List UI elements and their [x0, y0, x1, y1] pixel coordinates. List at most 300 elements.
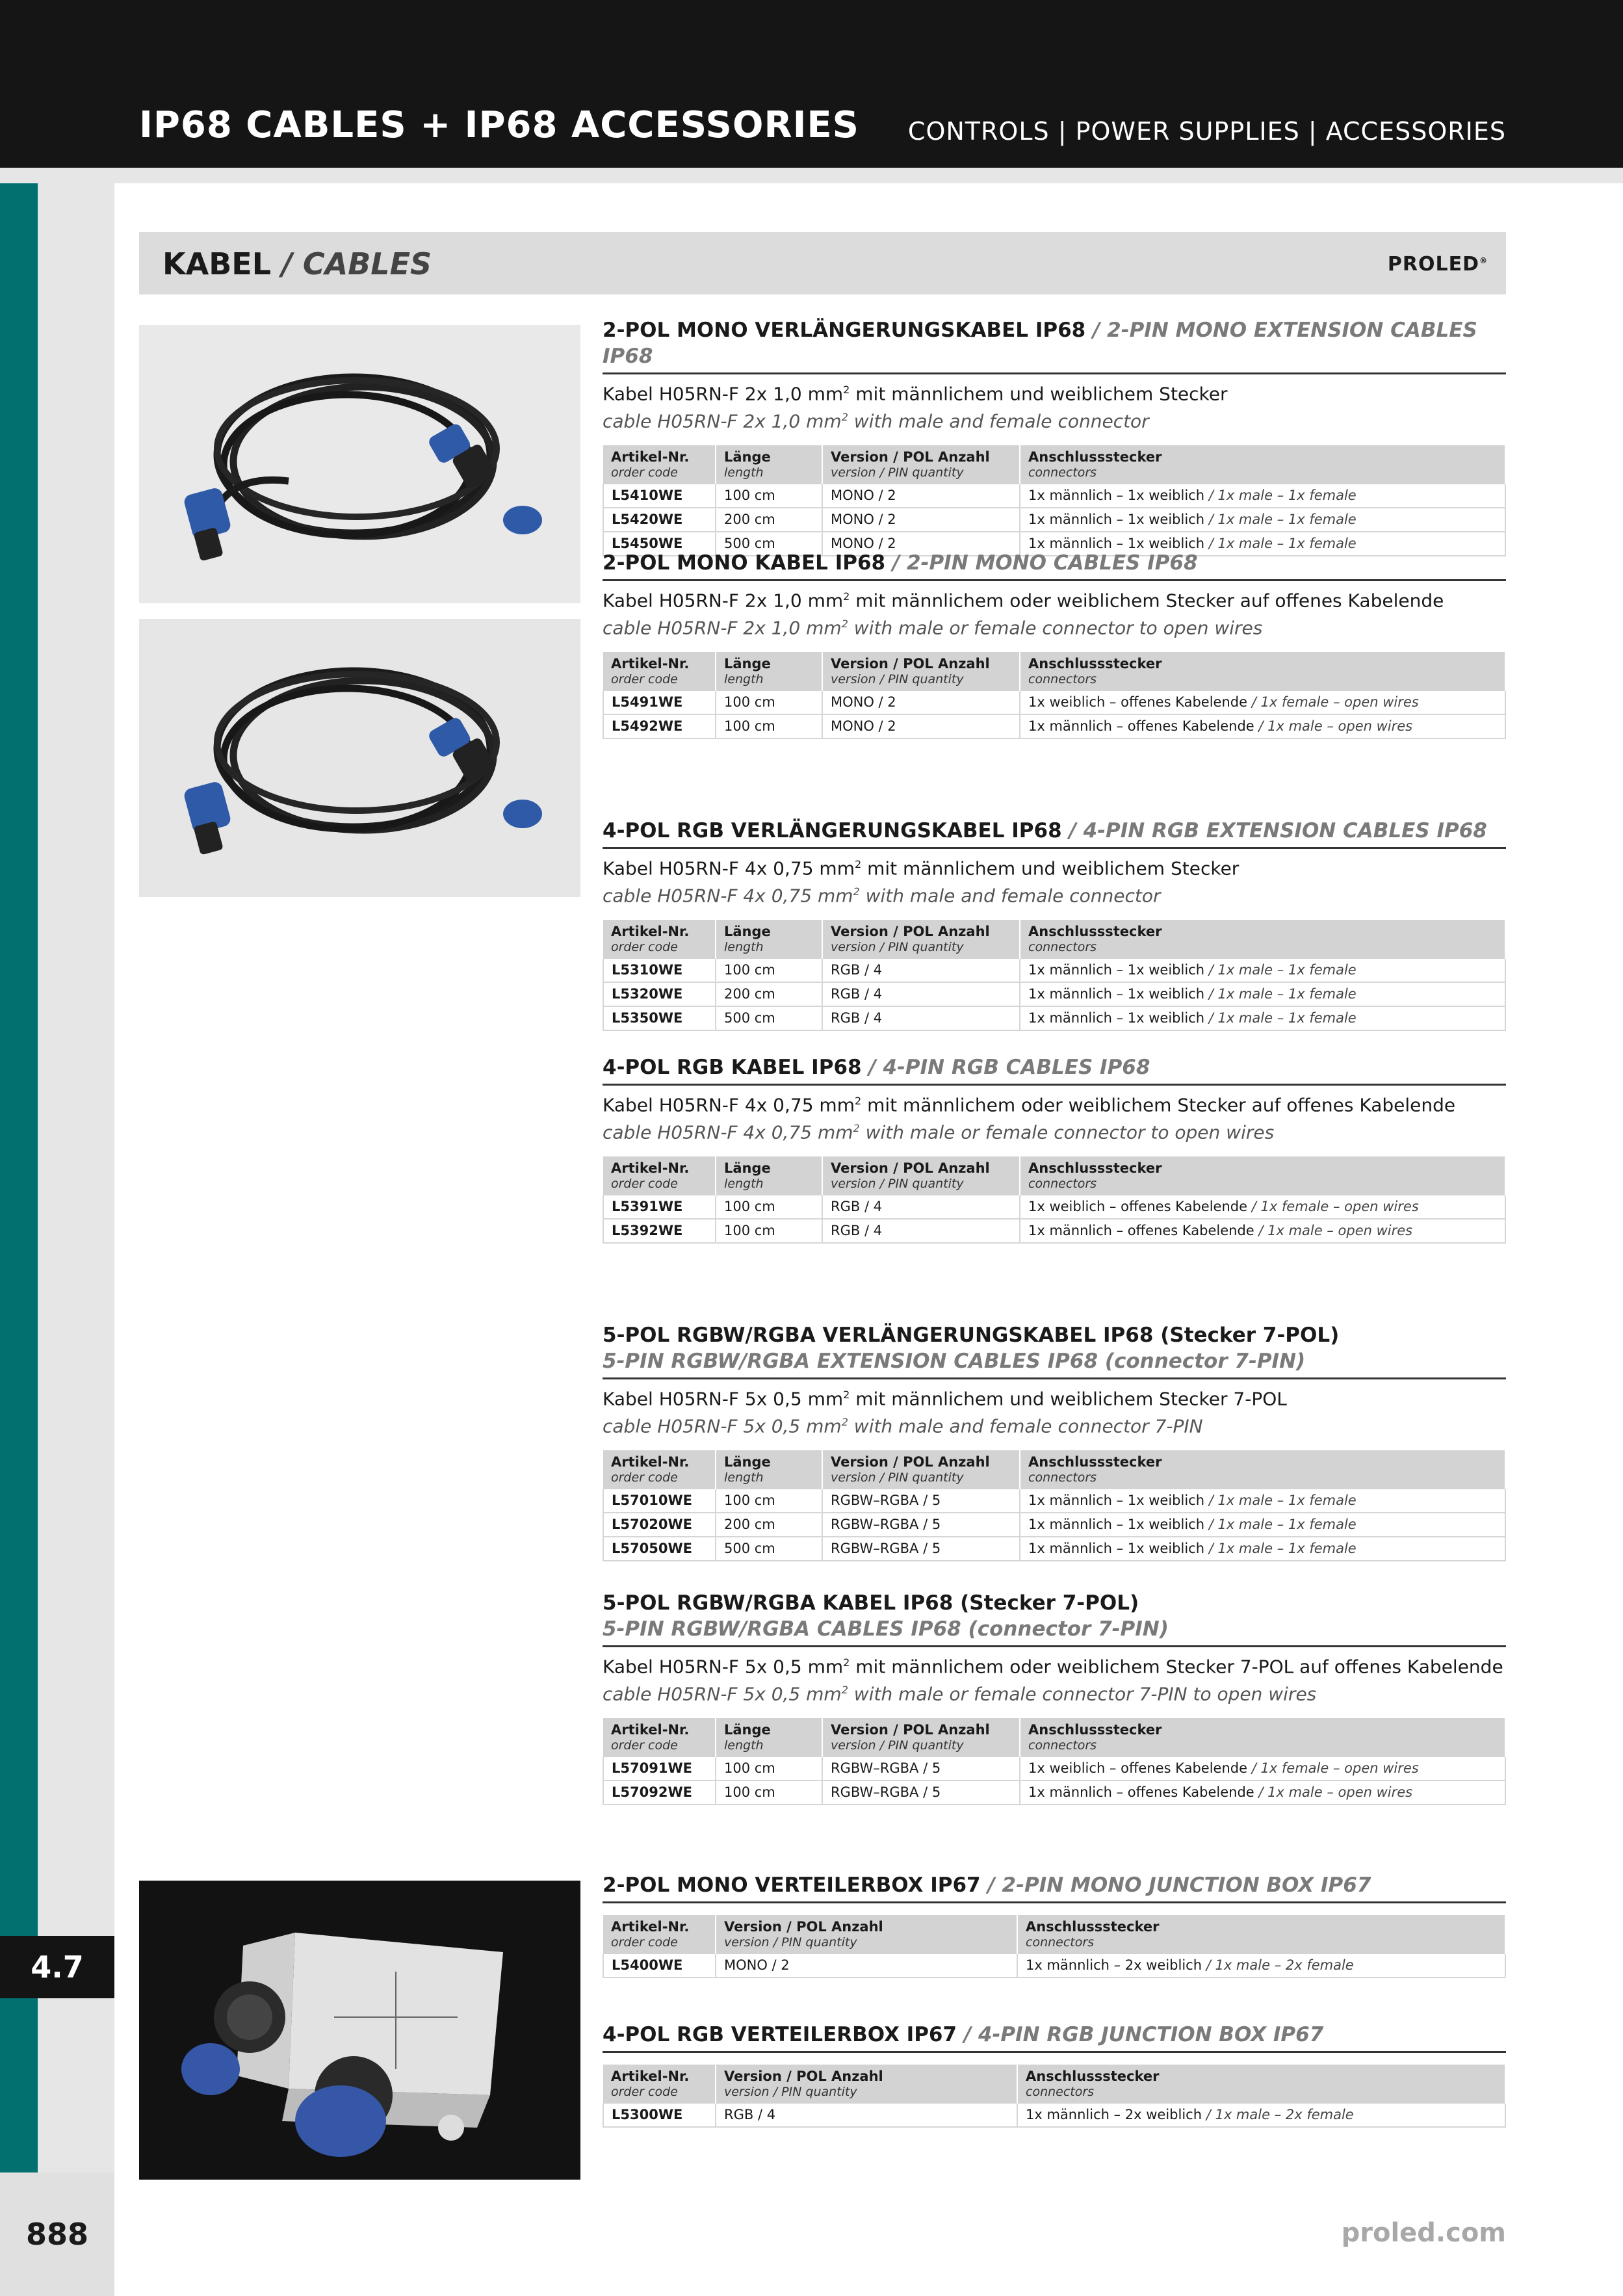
cell-connectors: [1020, 1489, 1505, 1513]
col-label-en: order code: [611, 465, 678, 480]
product-title-de: 5-POL RGBW/RGBA KABEL IP68 (Stecker 7-POL): [603, 1591, 1139, 1615]
conn-de: 1x weiblich – offenes Kabelende: [1028, 1198, 1248, 1214]
table-row: [603, 1219, 1505, 1243]
col-label: Version / POL Anzahl: [724, 1919, 883, 1935]
col-label: Version / POL Anzahl: [831, 1160, 990, 1176]
conn-en: / 1x male – 1x female: [1208, 961, 1357, 978]
superscript: 2: [843, 590, 850, 603]
col-label: Artikel-Nr.: [611, 1454, 690, 1470]
col-version: [822, 652, 1020, 691]
desc-text: with male and female connector: [859, 885, 1161, 907]
product-photo-mono-extension-cable: [139, 325, 580, 603]
product-block-mono-extension: [603, 317, 1506, 556]
product-description-de: [603, 853, 1506, 880]
superscript: 2: [843, 1656, 850, 1669]
cell-connectors: [1020, 1006, 1505, 1030]
product-description-en: [603, 406, 1506, 433]
col-label-en: order code: [611, 2085, 678, 2099]
cell-connectors: [1017, 1954, 1505, 1977]
spec-table: [603, 2065, 1506, 2128]
cell-code: L5392WE: [603, 1219, 716, 1243]
col-label-en: version / PIN quantity: [831, 1176, 964, 1191]
conn-en: / 1x male – 1x female: [1208, 1010, 1357, 1026]
col-label: Artikel-Nr.: [611, 655, 690, 672]
col-label-en: order code: [611, 672, 678, 686]
col-label-en: connectors: [1028, 1738, 1097, 1753]
table-row: [603, 1513, 1505, 1537]
header-divider: [0, 168, 1623, 183]
desc-text: cable H05RN-F 4x 0,75 mm: [603, 885, 853, 907]
spec-table: [603, 920, 1506, 1031]
col-label-en: version / PIN quantity: [831, 465, 964, 480]
col-code: [603, 1718, 716, 1757]
conn-de: 1x männlich – 1x weiblich: [1028, 1010, 1205, 1026]
cell-length: 100 cm: [716, 484, 822, 508]
page-number: 888: [25, 2217, 89, 2252]
product-title-en: 5-PIN RGBW/RGBA EXTENSION CABLES IP68 (connector 7-PIN): [603, 1350, 1306, 1373]
product-photo-junction-box: [139, 1881, 580, 2180]
product-block-rgb-junction-box: [603, 2022, 1506, 2128]
col-connectors: [1020, 652, 1505, 691]
product-title-de: 2-POL MONO VERTEILERBOX IP67: [603, 1873, 981, 1897]
desc-text: cable H05RN-F 2x 1,0 mm: [603, 617, 842, 639]
desc-text: cable H05RN-F 5x 0,5 mm: [603, 1683, 842, 1705]
cell-connectors: [1020, 1195, 1505, 1219]
col-label: Version / POL Anzahl: [831, 1721, 990, 1738]
conn-de: 1x weiblich – offenes Kabelende: [1028, 1760, 1248, 1776]
conn-en: / 1x female – open wires: [1251, 1198, 1419, 1214]
product-title: [603, 1322, 1506, 1379]
conn-en: / 1x female – open wires: [1251, 694, 1419, 710]
desc-text: Kabel H05RN-F 5x 0,5 mm: [603, 1656, 844, 1678]
conn-de: 1x männlich – offenes Kabelende: [1028, 1784, 1254, 1800]
col-label-en: order code: [611, 1935, 678, 1950]
cell-code: L57092WE: [603, 1781, 716, 1805]
superscript: 2: [841, 411, 848, 424]
table-row: [603, 714, 1505, 738]
chapter-tab: 4.7: [0, 1936, 114, 1998]
col-version: [822, 445, 1020, 484]
conn-en: / 1x female – open wires: [1251, 1760, 1419, 1776]
cell-connectors: [1020, 1781, 1505, 1805]
cell-code: L5410WE: [603, 484, 716, 508]
col-label: Artikel-Nr.: [611, 1721, 690, 1738]
product-block-mono-cable: [603, 550, 1506, 739]
col-code: [603, 1156, 716, 1195]
cell-version: RGB / 4: [822, 982, 1020, 1006]
table-row: [603, 1537, 1505, 1561]
product-description-en: [603, 612, 1506, 640]
product-title-de: 4-POL RGB KABEL IP68: [603, 1056, 862, 1079]
cell-code: L5320WE: [603, 982, 716, 1006]
col-connectors: [1020, 920, 1505, 959]
junction-box-image: [139, 1881, 580, 2180]
desc-text: cable H05RN-F 4x 0,75 mm: [603, 1121, 853, 1143]
col-label-en: connectors: [1028, 939, 1097, 954]
product-title-en: / 4-PIN RGB EXTENSION CABLES IP68: [1069, 819, 1487, 842]
superscript: 2: [854, 858, 862, 870]
col-label-en: connectors: [1026, 2085, 1095, 2099]
spec-table: [603, 1156, 1506, 1244]
desc-text: mit männlichem und weiblichem Stecker 7-POL: [850, 1388, 1287, 1410]
cell-connectors: [1020, 714, 1505, 738]
product-title: [603, 1054, 1506, 1086]
col-label-en: length: [724, 1176, 764, 1191]
conn-en: / 1x male – 1x female: [1208, 1540, 1357, 1556]
table-header: [603, 1915, 1505, 1954]
table-row: [603, 691, 1505, 714]
col-label: Version / POL Anzahl: [831, 923, 990, 939]
col-label: Anschlussstecker: [1026, 2068, 1160, 2084]
col-label: Anschlussstecker: [1028, 923, 1162, 939]
product-title-de: 2-POL MONO VERLÄNGERUNGSKABEL IP68: [603, 319, 1086, 342]
spec-table: [603, 652, 1506, 739]
cell-code: L5310WE: [603, 959, 716, 982]
cell-version: RGB / 4: [822, 1195, 1020, 1219]
cell-length: 100 cm: [716, 1489, 822, 1513]
product-title-en: / 2-PIN MONO EXTENSION CABLES IP68: [603, 319, 1477, 368]
col-label: Länge: [724, 1160, 771, 1176]
col-version: [716, 2065, 1017, 2104]
product-description-en: [603, 1411, 1506, 1438]
superscript: 2: [854, 1095, 862, 1107]
conn-de: 1x männlich – 1x weiblich: [1028, 1492, 1205, 1508]
product-title-de: 2-POL MONO KABEL IP68: [603, 551, 886, 575]
desc-text: with male or female connector to open wires: [859, 1121, 1275, 1143]
table-header: [603, 920, 1505, 959]
desc-text: Kabel H05RN-F 2x 1,0 mm: [603, 383, 844, 405]
col-length: [716, 920, 822, 959]
desc-text: cable H05RN-F 2x 1,0 mm: [603, 410, 842, 432]
desc-text: mit männlichem oder weiblichem Stecker 7-POL auf offenes Kabelende: [850, 1656, 1503, 1678]
conn-de: 1x männlich – offenes Kabelende: [1028, 718, 1254, 734]
table-row: [603, 1954, 1505, 1977]
cell-code: L5300WE: [603, 2104, 716, 2127]
cell-version: RGB / 4: [822, 1006, 1020, 1030]
product-title: [603, 1590, 1506, 1647]
col-label: Länge: [724, 1721, 771, 1738]
col-length: [716, 1156, 822, 1195]
cell-version: RGB / 4: [716, 2104, 1017, 2127]
table-header: [603, 1156, 1505, 1195]
superscript: 2: [843, 1389, 850, 1401]
col-version: [716, 1915, 1017, 1954]
col-length: [716, 1718, 822, 1757]
product-title-en: / 4-PIN RGB JUNCTION BOX IP67: [963, 2023, 1324, 2046]
cell-code: L57091WE: [603, 1757, 716, 1781]
conn-de: 1x männlich – 1x weiblich: [1028, 1516, 1205, 1532]
section-title-de: KABEL: [162, 246, 272, 281]
col-length: [716, 1450, 822, 1489]
table-header: [603, 445, 1505, 484]
superscript: 2: [841, 1416, 848, 1429]
col-label-en: connectors: [1028, 465, 1097, 480]
product-title-de: 4-POL RGB VERLÄNGERUNGSKABEL IP68: [603, 819, 1062, 842]
cell-version: RGBW–RGBA / 5: [822, 1537, 1020, 1561]
col-length: [716, 652, 822, 691]
cell-code: L5491WE: [603, 691, 716, 714]
table-header: [603, 1450, 1505, 1489]
col-label-en: length: [724, 465, 764, 480]
sidebar-margin: [38, 183, 114, 2172]
table-row: [603, 982, 1505, 1006]
cell-code: L57010WE: [603, 1489, 716, 1513]
table-row: [603, 484, 1505, 508]
desc-text: Kabel H05RN-F 5x 0,5 mm: [603, 1388, 844, 1410]
product-title: [603, 2022, 1506, 2053]
col-label-en: length: [724, 1738, 764, 1753]
cell-connectors: [1020, 1219, 1505, 1243]
cell-length: 200 cm: [716, 508, 822, 532]
brand-logo-text: PROLED: [1387, 253, 1479, 276]
conn-de: 1x männlich – 2x weiblich: [1026, 2107, 1202, 2122]
conn-de: 1x männlich – 2x weiblich: [1026, 1957, 1202, 1973]
col-version: [822, 1450, 1020, 1489]
col-version: [822, 1718, 1020, 1757]
table-row: [603, 959, 1505, 982]
col-code: [603, 1450, 716, 1489]
conn-en: / 1x male – 1x female: [1208, 535, 1357, 551]
col-code: [603, 1915, 716, 1954]
col-label-en: version / PIN quantity: [831, 672, 964, 686]
col-label-en: order code: [611, 1470, 678, 1485]
desc-text: mit männlichem oder weiblichem Stecker auf offenes Kabelende: [850, 590, 1444, 612]
col-label-en: order code: [611, 1176, 678, 1191]
col-code: [603, 652, 716, 691]
col-label: Länge: [724, 655, 771, 672]
desc-text: Kabel H05RN-F 2x 1,0 mm: [603, 590, 844, 612]
spec-table: [603, 1718, 1506, 1805]
cell-length: 500 cm: [716, 1537, 822, 1561]
cell-length: 100 cm: [716, 959, 822, 982]
section-title-en: CABLES: [302, 246, 432, 281]
page-title: IP68 CABLES + IP68 ACCESSORIES: [139, 104, 859, 146]
header-category-nav: CONTROLS | POWER SUPPLIES | ACCESSORIES: [907, 117, 1506, 146]
col-code: [603, 445, 716, 484]
page-header: [0, 0, 1623, 168]
product-description-de: [603, 585, 1506, 612]
cell-version: MONO / 2: [822, 691, 1020, 714]
conn-en: / 1x male – 1x female: [1208, 985, 1357, 1002]
superscript: 2: [853, 1122, 860, 1135]
product-description-en: [603, 880, 1506, 907]
col-connectors: [1020, 1450, 1505, 1489]
product-title-en: / 2-PIN MONO CABLES IP68: [892, 551, 1198, 575]
conn-en: / 1x male – open wires: [1258, 1784, 1413, 1800]
product-description-de: [603, 378, 1506, 406]
desc-text: with male and female connector 7-PIN: [848, 1415, 1203, 1437]
col-label-en: version / PIN quantity: [831, 1470, 964, 1485]
cell-length: 100 cm: [716, 1195, 822, 1219]
cell-length: 200 cm: [716, 982, 822, 1006]
conn-de: 1x männlich – 1x weiblich: [1028, 985, 1205, 1002]
col-label: Version / POL Anzahl: [724, 2068, 883, 2084]
conn-de: 1x männlich – 1x weiblich: [1028, 511, 1205, 527]
product-description-de: [603, 1383, 1506, 1411]
conn-de: 1x männlich – offenes Kabelende: [1028, 1222, 1254, 1238]
section-header: [139, 232, 1506, 294]
cell-length: 500 cm: [716, 1006, 822, 1030]
col-label-en: connectors: [1026, 1935, 1095, 1950]
conn-en: / 1x male – 2x female: [1206, 2107, 1354, 2122]
section-title-separator: /: [281, 246, 292, 281]
spec-table: [603, 1915, 1506, 1978]
col-connectors: [1017, 1915, 1505, 1954]
cell-version: RGBW–RGBA / 5: [822, 1489, 1020, 1513]
superscript: 2: [841, 618, 848, 631]
cell-version: RGBW–RGBA / 5: [822, 1513, 1020, 1537]
product-title: [603, 818, 1506, 849]
product-title-de: 5-POL RGBW/RGBA VERLÄNGERUNGSKABEL IP68 (Stecker 7-POL): [603, 1324, 1340, 1347]
col-label: Version / POL Anzahl: [831, 449, 990, 465]
spec-table: [603, 1450, 1506, 1561]
product-block-rgb-cable: [603, 1054, 1506, 1244]
product-title-de: 4-POL RGB VERTEILERBOX IP67: [603, 2023, 957, 2046]
product-title: [603, 317, 1506, 374]
cell-version: RGB / 4: [822, 959, 1020, 982]
table-row: [603, 508, 1505, 532]
cell-connectors: [1020, 484, 1505, 508]
product-title-en: 5-PIN RGBW/RGBA CABLES IP68 (connector 7-PIN): [603, 1617, 1169, 1641]
superscript: 2: [853, 885, 860, 898]
conn-de: 1x weiblich – offenes Kabelende: [1028, 694, 1248, 710]
col-version: [822, 1156, 1020, 1195]
product-block-mono-junction-box: [603, 1872, 1506, 1978]
table-row: [603, 2104, 1505, 2127]
col-version: [822, 920, 1020, 959]
cell-connectors: [1020, 959, 1505, 982]
cell-connectors: [1020, 982, 1505, 1006]
cell-connectors: [1020, 1513, 1505, 1537]
col-label: Artikel-Nr.: [611, 923, 690, 939]
col-label: Länge: [724, 1454, 771, 1470]
col-label: Artikel-Nr.: [611, 2068, 690, 2084]
cell-connectors: [1020, 691, 1505, 714]
col-label: Version / POL Anzahl: [831, 1454, 990, 1470]
col-label: Artikel-Nr.: [611, 449, 690, 465]
col-label: Artikel-Nr.: [611, 1160, 690, 1176]
table-row: [603, 1006, 1505, 1030]
brand-logo: PROLED®: [1387, 253, 1488, 276]
cell-code: L5391WE: [603, 1195, 716, 1219]
col-label: Länge: [724, 923, 771, 939]
table-row: [603, 1757, 1505, 1781]
cell-connectors: [1017, 2104, 1505, 2127]
product-block-rgb-extension: [603, 818, 1506, 1031]
footer-brand-url: proled.com: [1341, 2218, 1506, 2248]
col-label-en: length: [724, 939, 764, 954]
conn-en: / 1x male – 1x female: [1208, 1516, 1357, 1532]
col-label: Anschlussstecker: [1026, 1919, 1160, 1935]
col-code: [603, 920, 716, 959]
col-label: Anschlussstecker: [1028, 1721, 1162, 1738]
conn-de: 1x männlich – 1x weiblich: [1028, 535, 1205, 551]
desc-text: Kabel H05RN-F 4x 0,75 mm: [603, 857, 855, 880]
cell-connectors: [1020, 1537, 1505, 1561]
conn-en: / 1x male – open wires: [1258, 718, 1413, 734]
col-label: Länge: [724, 449, 771, 465]
table-header: [603, 652, 1505, 691]
conn-en: / 1x male – 1x female: [1208, 511, 1357, 527]
table-row: [603, 1781, 1505, 1805]
col-label: Anschlussstecker: [1028, 1160, 1162, 1176]
desc-text: with male or female connector to open wires: [848, 617, 1263, 639]
cell-version: MONO / 2: [822, 508, 1020, 532]
cell-code: L5492WE: [603, 714, 716, 738]
col-label: Anschlussstecker: [1028, 449, 1162, 465]
sidebar-accent: [0, 183, 38, 2172]
col-connectors: [1020, 1718, 1505, 1757]
product-description-de: [603, 1651, 1506, 1678]
cell-length: 100 cm: [716, 1757, 822, 1781]
conn-de: 1x männlich – 1x weiblich: [1028, 1540, 1205, 1556]
product-title: [603, 550, 1506, 581]
col-label-en: connectors: [1028, 672, 1097, 686]
desc-text: mit männlichem oder weiblichem Stecker auf offenes Kabelende: [861, 1094, 1456, 1116]
cell-version: MONO / 2: [822, 532, 1020, 556]
product-title: [603, 1872, 1506, 1903]
col-code: [603, 2065, 716, 2104]
col-label-en: version / PIN quantity: [831, 939, 964, 954]
col-label: Anschlussstecker: [1028, 655, 1162, 672]
cell-version: RGB / 4: [822, 1219, 1020, 1243]
cell-length: 100 cm: [716, 691, 822, 714]
desc-text: with male and female connector: [848, 410, 1149, 432]
col-label-en: length: [724, 672, 764, 686]
product-description-en: [603, 1678, 1506, 1706]
col-connectors: [1020, 1156, 1505, 1195]
product-title-en: / 2-PIN MONO JUNCTION BOX IP67: [987, 1873, 1371, 1897]
cell-version: RGBW–RGBA / 5: [822, 1781, 1020, 1805]
cell-length: 500 cm: [716, 532, 822, 556]
desc-text: mit männlichem und weiblichem Stecker: [850, 383, 1228, 405]
product-photo-mono-cable: [139, 619, 580, 897]
cell-code: L57050WE: [603, 1537, 716, 1561]
col-label-en: version / PIN quantity: [724, 2085, 857, 2099]
col-label: Version / POL Anzahl: [831, 655, 990, 672]
cell-connectors: [1020, 1757, 1505, 1781]
cell-version: MONO / 2: [716, 1954, 1017, 1977]
cell-code: L5450WE: [603, 532, 716, 556]
col-label-en: length: [724, 1470, 764, 1485]
cell-length: 100 cm: [716, 1781, 822, 1805]
desc-text: cable H05RN-F 5x 0,5 mm: [603, 1415, 842, 1437]
conn-de: 1x männlich – 1x weiblich: [1028, 487, 1205, 503]
desc-text: mit männlichem und weiblichem Stecker: [861, 857, 1240, 880]
conn-en: / 1x male – 1x female: [1208, 1492, 1357, 1508]
cell-length: 100 cm: [716, 714, 822, 738]
cell-connectors: [1020, 508, 1505, 532]
col-length: [716, 445, 822, 484]
cell-version: MONO / 2: [822, 484, 1020, 508]
product-title-en: / 4-PIN RGB CABLES IP68: [868, 1056, 1150, 1079]
cell-code: L5400WE: [603, 1954, 716, 1977]
desc-text: with male or female connector 7-PIN to open wires: [848, 1683, 1317, 1705]
col-label-en: order code: [611, 939, 678, 954]
superscript: 2: [843, 384, 850, 396]
col-connectors: [1020, 445, 1505, 484]
conn-en: / 1x male – open wires: [1258, 1222, 1413, 1238]
col-label-en: connectors: [1028, 1176, 1097, 1191]
table-header: [603, 1718, 1505, 1757]
cable-coil-image: [139, 619, 580, 897]
col-label: Anschlussstecker: [1028, 1454, 1162, 1470]
superscript: 2: [841, 1684, 848, 1697]
product-block-rgbw-extension: [603, 1322, 1506, 1561]
col-label-en: version / PIN quantity: [831, 1738, 964, 1753]
cell-code: L57020WE: [603, 1513, 716, 1537]
col-label-en: version / PIN quantity: [724, 1935, 857, 1950]
